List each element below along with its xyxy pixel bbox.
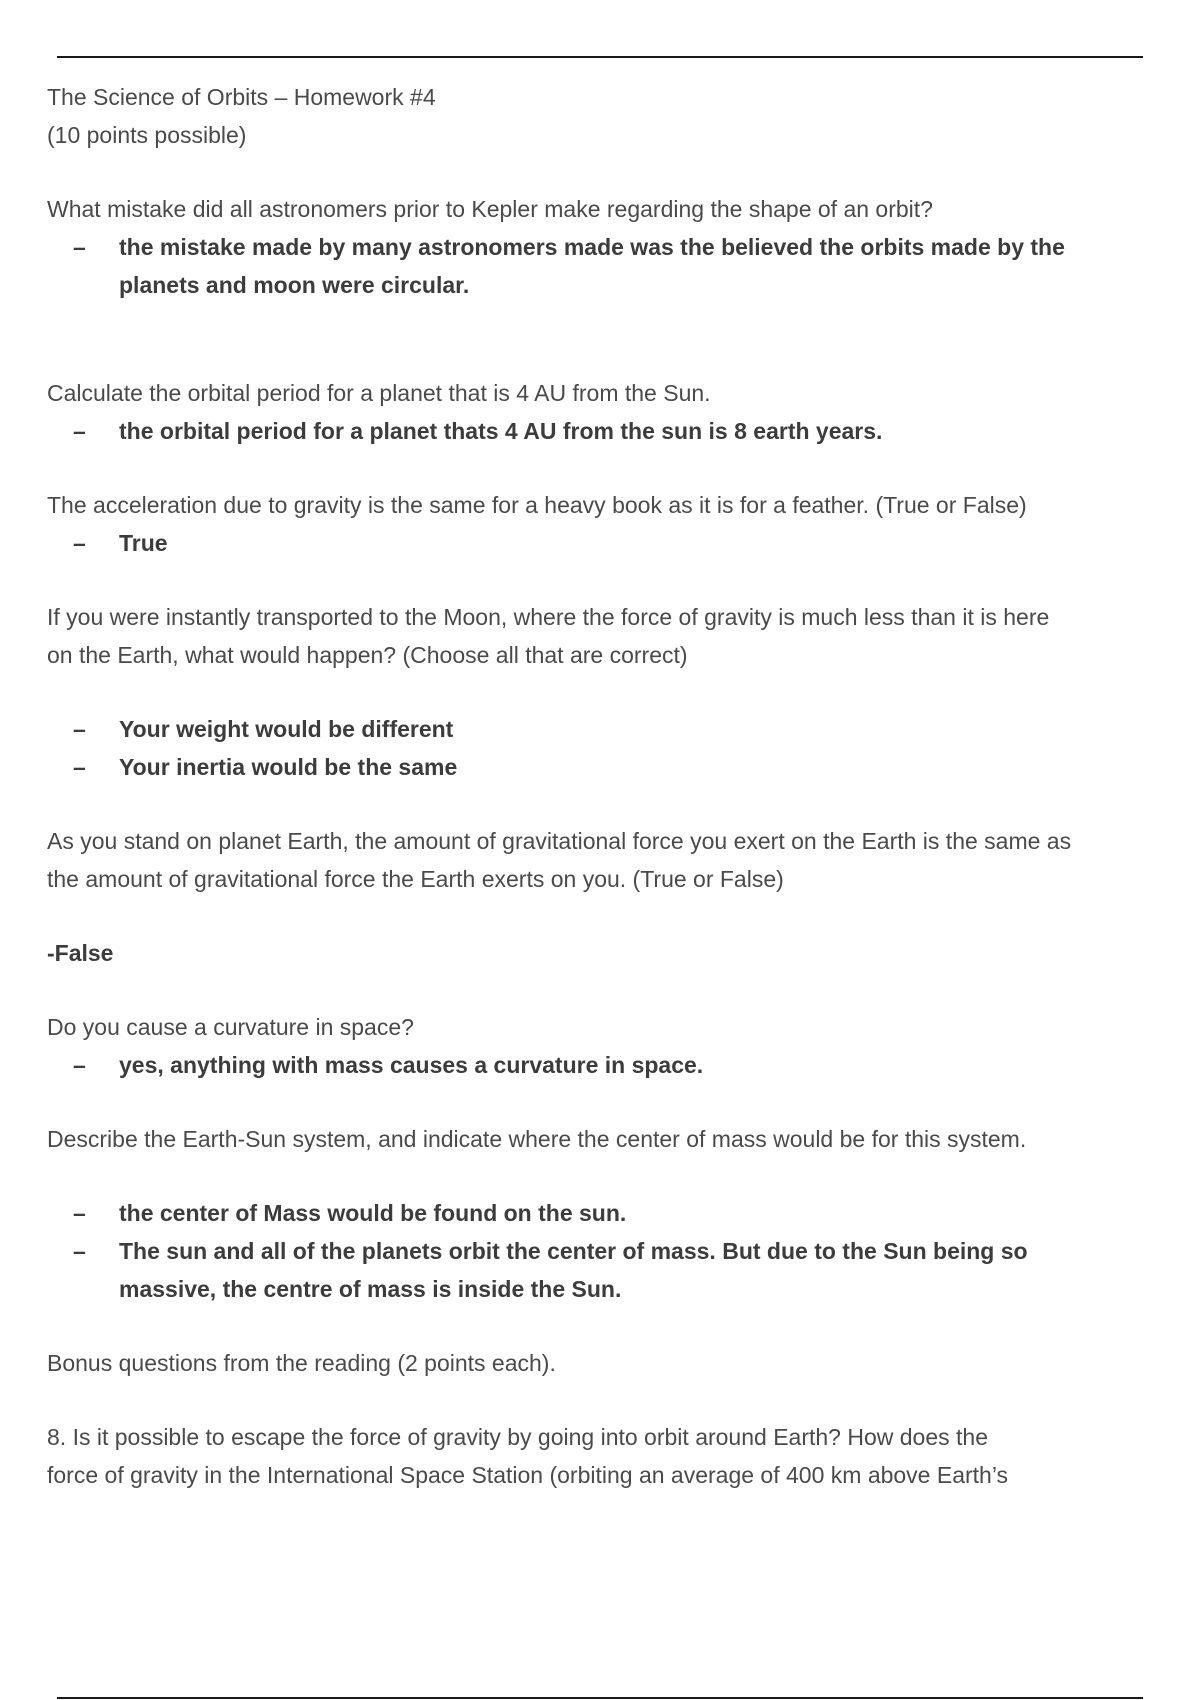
question-4-line-1: If you were instantly transported to the Moon, where the force of gravity is much less than it is here [47,604,1050,630]
bullet-dash: – [73,1200,86,1226]
answer-7a-text: the center of Mass would be found on the sun. [119,1200,627,1226]
answer-4b-text: Your inertia would be the same [119,754,458,780]
answer-7b [47,1232,1192,1308]
question-7: Describe the Earth-Sun system, and indicate where the center of mass would be for this system. [47,1126,1027,1152]
answer-7a [47,1194,1192,1232]
answer-2 [47,412,1192,450]
answer-1-line-1: the mistake made by many astronomers made was the believed the orbits made by the [119,234,1065,260]
question-5-line-2: the amount of gravitational force the Earth exerts on you. (True or False) [47,866,784,892]
top-rule [57,56,1143,58]
bonus-heading: Bonus questions from the reading (2 points each). [47,1350,556,1376]
document-body [47,78,1192,1494]
question-4-line-2: on the Earth, what would happen? (Choose all that are correct) [47,642,688,668]
bullet-dash: – [73,234,86,260]
bullet-dash: – [73,754,86,780]
bullet-dash: – [73,418,86,444]
answer-1 [47,228,1192,304]
answer-5: -False [47,940,114,966]
answer-1-line-2: planets and moon were circular. [119,272,470,298]
bullet-dash: – [73,530,86,556]
answer-2-text: the orbital period for a planet thats 4 AU from the sun is 8 earth years. [119,418,883,444]
question-6: Do you cause a curvature in space? [47,1014,414,1040]
answer-3 [47,524,1192,562]
document-title: The Science of Orbits – Homework #4 [47,84,436,110]
question-5-line-1: As you stand on planet Earth, the amount of gravitational force you exert on the Earth is the same as [47,828,1072,854]
bullet-dash: – [73,716,86,742]
bullet-dash: – [73,1052,86,1078]
bullet-dash: – [73,1238,86,1264]
answer-4a-text: Your weight would be different [119,716,454,742]
question-8-line-1: 8. Is it possible to escape the force of gravity by going into orbit around Earth? How does the [47,1424,988,1450]
answer-4b [47,748,1192,786]
question-1: What mistake did all astronomers prior to Kepler make regarding the shape of an orbit? [47,196,933,222]
answer-7b-line-1: The sun and all of the planets orbit the center of mass. But due to the Sun being so [119,1238,1028,1264]
question-3: The acceleration due to gravity is the same for a heavy book as it is for a feather. (True or False) [47,492,1027,518]
answer-6 [47,1046,1192,1084]
points-possible: (10 points possible) [47,122,247,148]
question-8-line-2: force of gravity in the International Space Station (orbiting an average of 400 km above Earth’s [47,1462,1009,1488]
answer-7b-line-2: massive, the centre of mass is inside the Sun. [119,1276,622,1302]
answer-4a [47,710,1192,748]
answer-3-text: True [119,530,168,556]
answer-6-text: yes, anything with mass causes a curvature in space. [119,1052,704,1078]
question-2: Calculate the orbital period for a planet that is 4 AU from the Sun. [47,380,711,406]
bottom-rule [57,1697,1143,1699]
